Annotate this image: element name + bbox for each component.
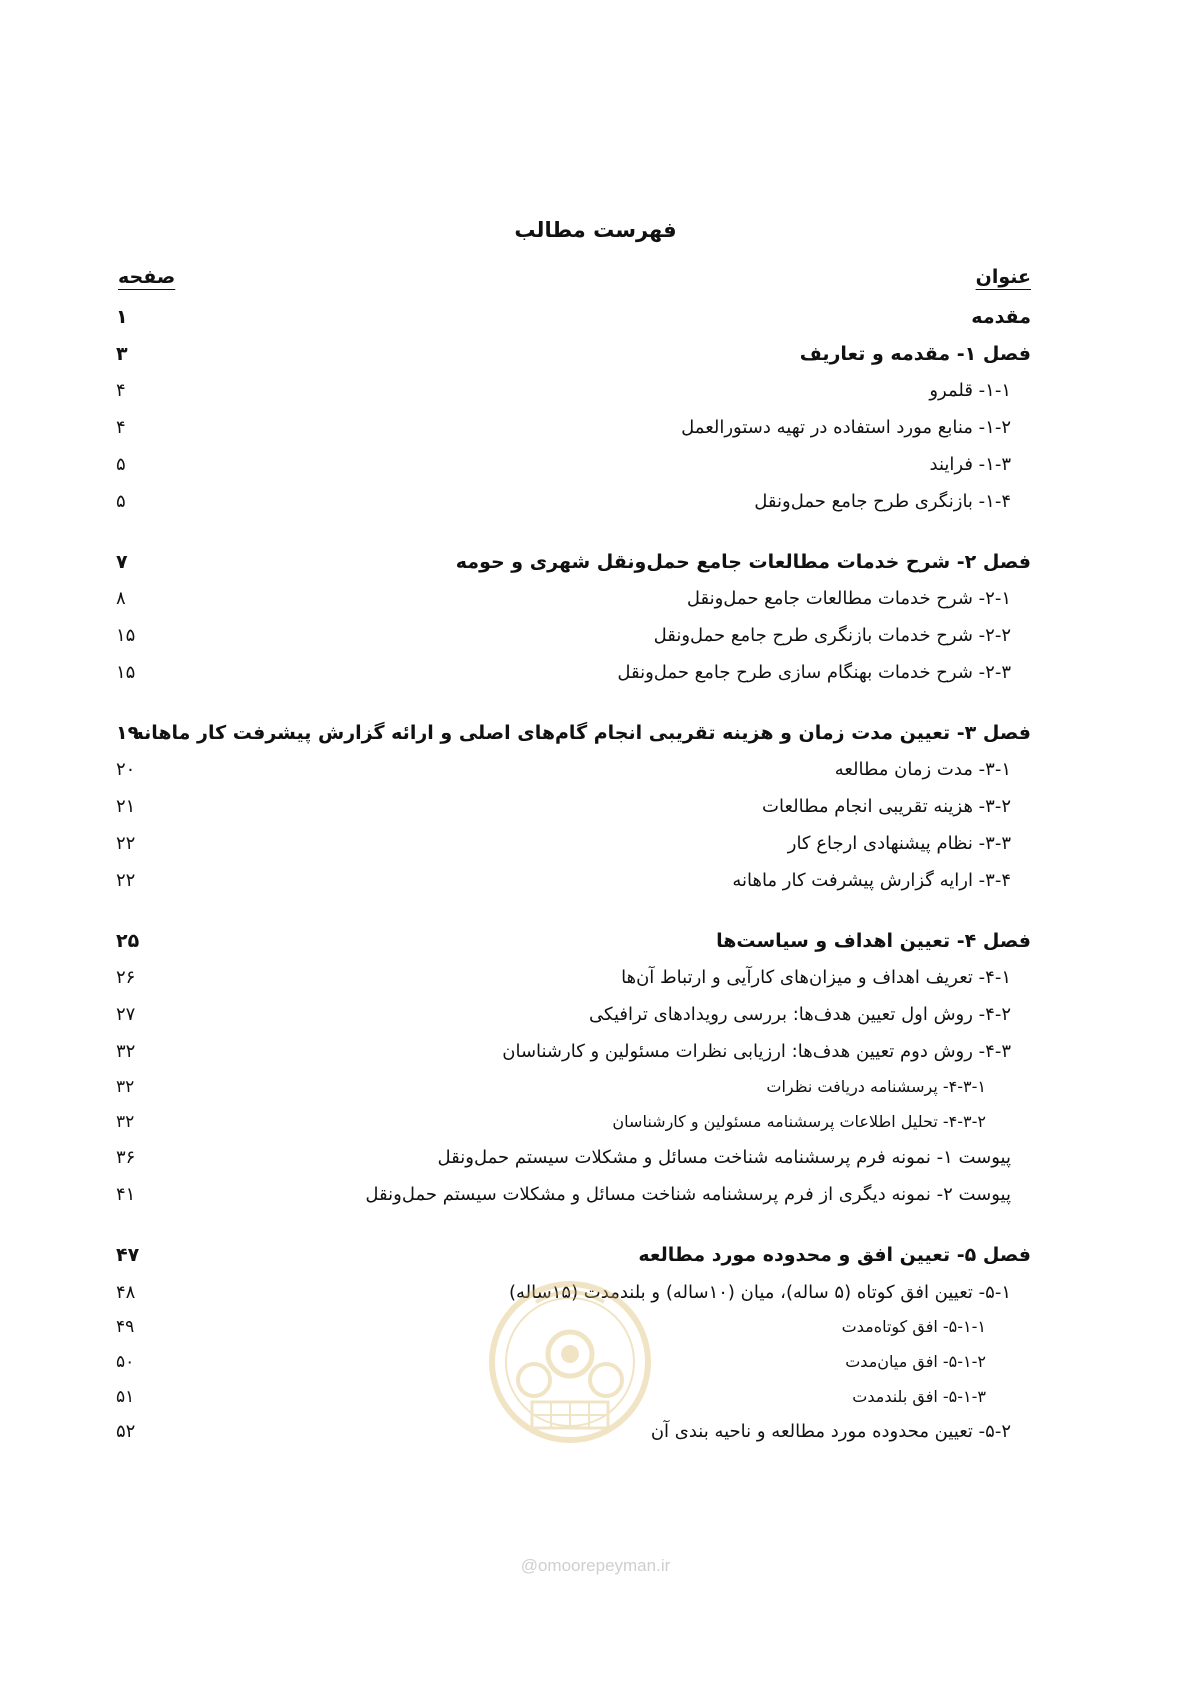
toc-entry-page: ۲۶ xyxy=(116,967,136,988)
toc-entry-section xyxy=(0,448,1191,482)
toc-title: فهرست مطالب xyxy=(514,218,677,242)
toc-entry-page: ۴۷ xyxy=(116,1244,140,1266)
watermark-url: @omoorepeyman.ir xyxy=(520,1556,671,1575)
toc-entry-text: ۱-۲- منابع مورد استفاده در تهیه دستورالعمل xyxy=(681,417,1011,438)
toc-entry-section xyxy=(0,619,1191,653)
toc-entry-page: ۱۵ xyxy=(116,662,136,683)
toc-entry-text: فصل ۳- تعیین مدت زمان و هزینه تقریبی انجام گام‌های اصلی و ارائه گزارش پیشرفت کار ماهانه xyxy=(132,722,1031,744)
toc-entry-text: ۵-۱- تعیین افق کوتاه (۵ ساله)، میان (۱۰ساله) و بلندمدت (۱۵ساله) xyxy=(508,1282,1011,1303)
toc-entry-page: ۳۲ xyxy=(116,1112,135,1132)
toc-entry-page: ۲۲ xyxy=(116,833,136,854)
toc-entry-text: ۴-۱- تعریف اهداف و میزان‌های کارآیی و ارتباط آن‌ها xyxy=(621,967,1011,988)
toc-entry-text: ۵-۱-۲- افق میان‌مدت xyxy=(845,1352,986,1371)
toc-entry-page: ۳ xyxy=(116,343,128,365)
toc-entry-text: ۵-۲- تعیین محدوده مورد مطالعه و ناحیه بندی آن xyxy=(650,1421,1011,1442)
toc-entry-text: پیوست ۲- نمونه دیگری از فرم پرسشنامه شناخت مسائل و مشکلات سیستم حمل‌ونقل xyxy=(365,1184,1011,1205)
toc-entry-page: ۱ xyxy=(116,306,128,328)
toc-entry-page: ۸ xyxy=(116,588,126,609)
toc-entry-text: پیوست ۱- نمونه فرم پرسشنامه شناخت مسائل و مشکلات سیستم حمل‌ونقل xyxy=(437,1147,1011,1168)
toc-entry-page: ۱۵ xyxy=(116,625,136,646)
toc-entry-appendix xyxy=(0,1178,1191,1212)
toc-entry-text: فصل ۵- تعیین افق و محدوده مورد مطالعه xyxy=(638,1244,1031,1266)
toc-entry-text: ۴-۳-۲- تحلیل اطلاعات پرسشنامه مسئولین و کارشناسان xyxy=(612,1112,986,1131)
toc-entry-text: ۱-۱- قلمرو xyxy=(929,380,1011,401)
toc-entry-text: ۴-۳-۱- پرسشنامه دریافت نظرات xyxy=(766,1077,986,1096)
toc-entry-chapter-3 xyxy=(0,716,1191,750)
toc-entry-page: ۴۱ xyxy=(116,1184,136,1205)
toc-entry-section xyxy=(0,998,1191,1032)
toc-entry-page: ۲۱ xyxy=(116,796,136,817)
toc-entry-section xyxy=(0,961,1191,995)
toc-entry-subsection xyxy=(0,1070,1191,1104)
toc-entry-page: ۳۲ xyxy=(116,1077,135,1097)
column-header-page: صفحه xyxy=(118,266,176,288)
toc-entry-text: فصل ۴- تعیین اهداف و سیاست‌ها xyxy=(716,930,1031,952)
toc-entry-appendix xyxy=(0,1141,1191,1175)
toc-entry-page: ۵۲ xyxy=(116,1421,136,1442)
toc-entry-section xyxy=(0,656,1191,690)
toc-entry-text: ۳-۴- ارایه گزارش پیشرفت کار ماهانه xyxy=(732,870,1011,891)
toc-entry-text: ۱-۴- بازنگری طرح جامع حمل‌ونقل xyxy=(754,491,1011,512)
toc-entry-intro xyxy=(0,300,1191,334)
toc-entry-page: ۵ xyxy=(116,491,126,512)
toc-entry-page: ۲۲ xyxy=(116,870,136,891)
toc-entry-text: مقدمه xyxy=(971,306,1031,328)
toc-entry-text: ۳-۲- هزینه تقریبی انجام مطالعات xyxy=(762,796,1011,817)
column-header-title: عنوان xyxy=(975,266,1031,288)
toc-entry-page: ۴۹ xyxy=(116,1317,135,1337)
toc-entry-page: ۲۷ xyxy=(116,1004,136,1025)
toc-entry-page: ۱۹ xyxy=(116,722,140,744)
toc-entry-page: ۲۵ xyxy=(116,930,140,952)
toc-entry-page: ۵۰ xyxy=(116,1352,135,1372)
toc-entry-section xyxy=(0,411,1191,445)
toc-entry-text: فصل ۱- مقدمه و تعاریف xyxy=(799,343,1031,365)
toc-entry-text: ۴-۲- روش اول تعیین هدف‌ها: بررسی رویدادهای ترافیکی xyxy=(589,1004,1011,1025)
toc-entry-page: ۴ xyxy=(116,417,126,438)
toc-entry-chapter-1 xyxy=(0,337,1191,371)
toc-entry-section xyxy=(0,374,1191,408)
toc-entry-text: ۴-۳- روش دوم تعیین هدف‌ها: ارزیابی نظرات مسئولین و کارشناسان xyxy=(502,1041,1011,1062)
toc-entry-text: ۵-۱-۱- افق کوتاه‌مدت xyxy=(841,1317,986,1336)
toc-entry-page: ۳۶ xyxy=(116,1147,136,1168)
toc-entry-text: ۳-۱- مدت زمان مطالعه xyxy=(834,759,1011,780)
toc-entry-chapter-4 xyxy=(0,924,1191,958)
toc-entry-page: ۴ xyxy=(116,380,126,401)
toc-entry-text: ۳-۳- نظام پیشنهادی ارجاع کار xyxy=(787,833,1011,854)
toc-entry-section xyxy=(0,827,1191,861)
toc-entry-section xyxy=(0,1035,1191,1069)
toc-entry-page: ۵ xyxy=(116,454,126,475)
toc-entry-text: ۲-۲- شرح خدمات بازنگری طرح جامع حمل‌ونقل xyxy=(653,625,1011,646)
toc-entry-section xyxy=(0,753,1191,787)
toc-entry-text: ۲-۱- شرح خدمات مطالعات جامع حمل‌ونقل xyxy=(686,588,1011,609)
gear-seal-watermark-icon xyxy=(486,1262,654,1452)
toc-entry-page: ۳۲ xyxy=(116,1041,136,1062)
toc-entry-chapter-2 xyxy=(0,545,1191,579)
toc-entry-section xyxy=(0,864,1191,898)
toc-entry-section xyxy=(0,790,1191,824)
toc-entry-section xyxy=(0,485,1191,519)
toc-entry-page: ۴۸ xyxy=(116,1282,136,1303)
toc-entry-text: فصل ۲- شرح خدمات مطالعات جامع حمل‌ونقل شهری و حومه xyxy=(455,551,1031,573)
toc-entry-page: ۲۰ xyxy=(116,759,136,780)
toc-entry-text: ۱-۳- فرایند xyxy=(929,454,1011,475)
toc-entry-text: ۲-۳- شرح خدمات بهنگام سازی طرح جامع حمل‌ونقل xyxy=(617,662,1011,683)
toc-entry-text: ۵-۱-۳- افق بلندمدت xyxy=(852,1387,986,1406)
toc-entry-page: ۷ xyxy=(116,551,128,573)
toc-entry-subsection xyxy=(0,1105,1191,1139)
toc-entry-page: ۵۱ xyxy=(116,1387,135,1407)
toc-entry-section xyxy=(0,582,1191,616)
